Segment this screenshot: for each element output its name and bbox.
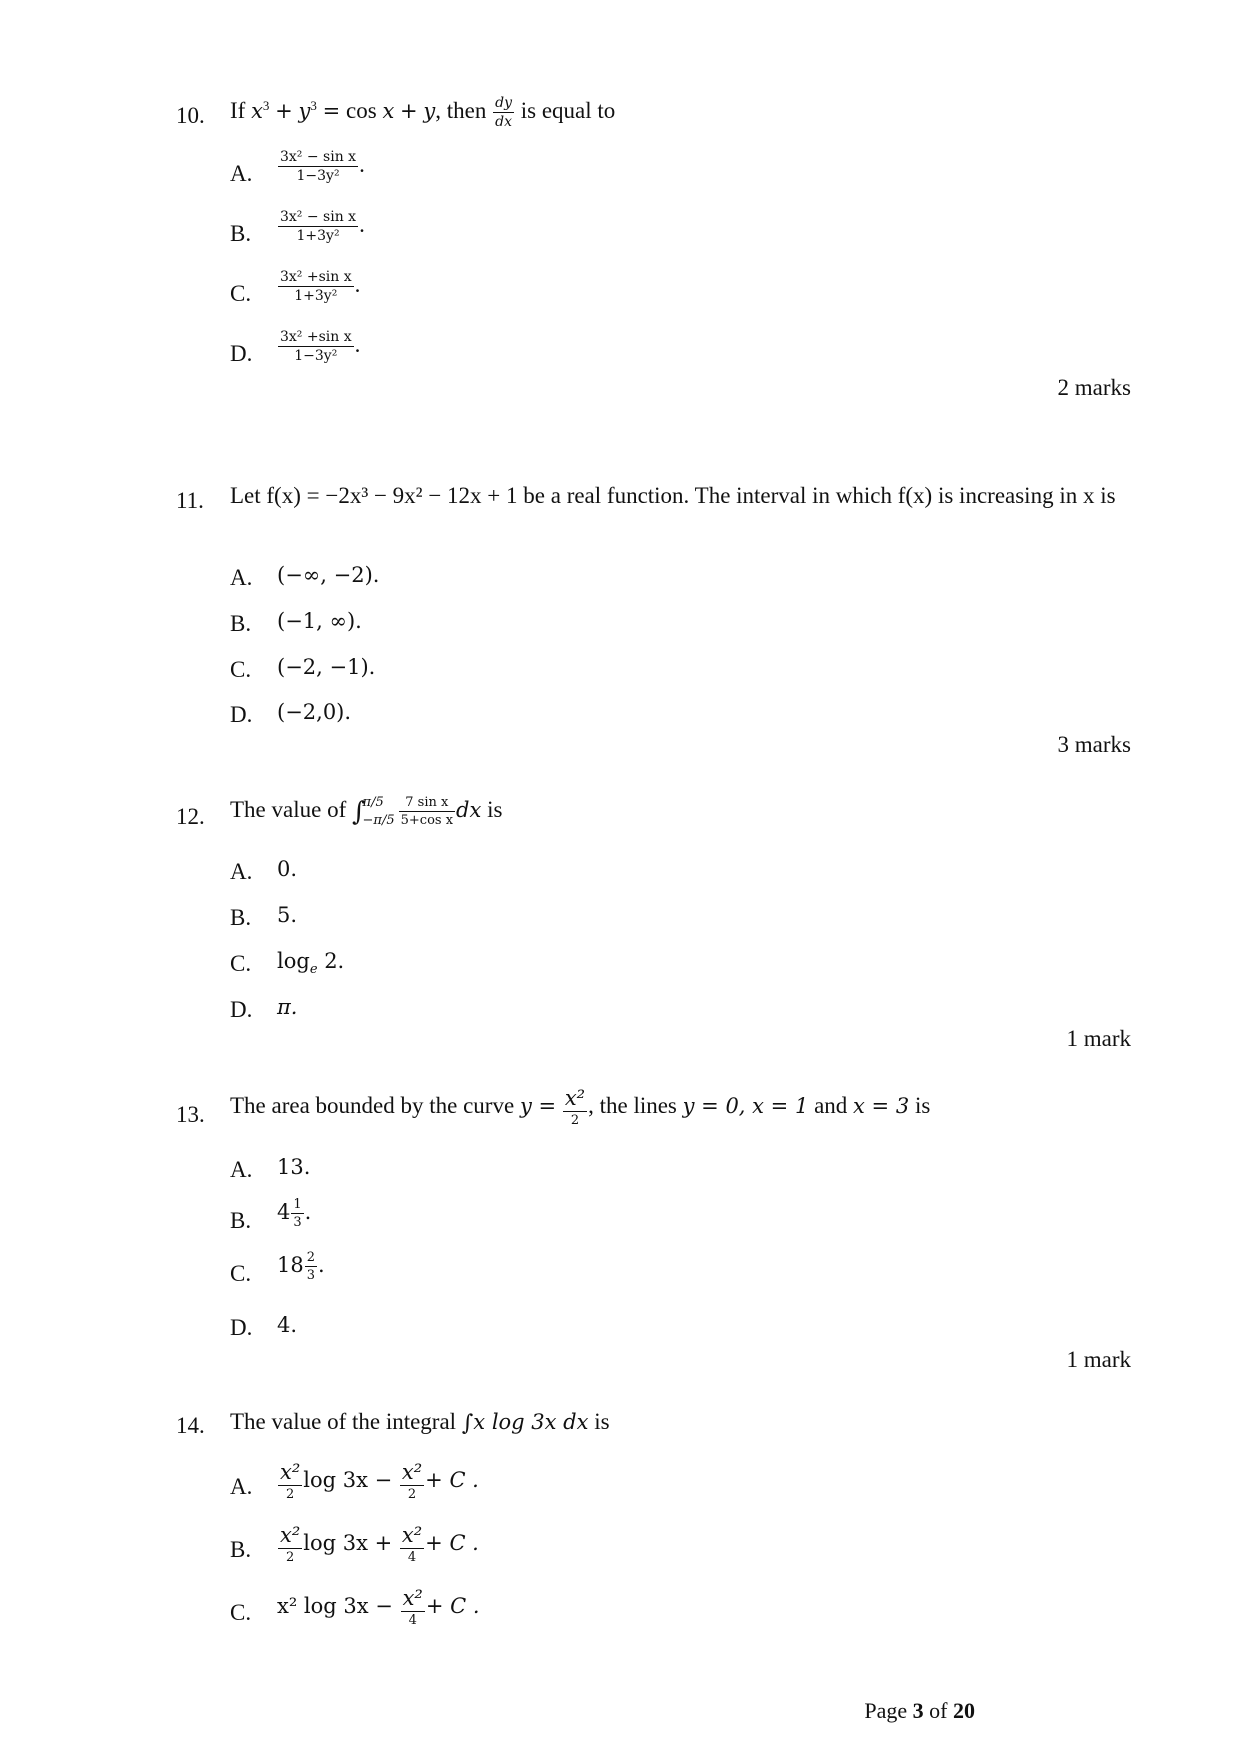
marks: 3 marks — [1057, 732, 1131, 757]
option-c-label: C. — [230, 281, 252, 306]
marks: 1 mark — [1066, 1347, 1131, 1372]
question-stem: The value of ∫ π/5 −π/5 $\frac{\text{7 sin x}}{\text{5+cos x}}$ dx is — [230, 795, 503, 829]
option-b: (−1, ∞). — [277, 609, 362, 633]
option-d: π. — [277, 995, 298, 1019]
question-stem: The area bounded by the curve y = x² 2 , the lines y = 0, x = 1 and x = 3 is — [230, 1086, 931, 1128]
option-c: 18 $\frac{2}{3}$ . — [277, 1250, 325, 1283]
option-a-label: A. — [230, 161, 253, 186]
option-c-label: C. — [230, 951, 252, 976]
question-number: 13. — [176, 1102, 205, 1127]
option-d-label: D. — [230, 702, 253, 727]
option-d-label: D. — [230, 1315, 253, 1340]
option-c: x² log 3x − x² 4 + C . — [277, 1586, 480, 1628]
question-number: 10. — [176, 103, 205, 128]
option-c: $\log_e 2$. — [277, 949, 345, 977]
option-a: 0. — [277, 857, 298, 881]
question-stem: Let f(x) = −2x³ − 9x² − 12x + 1 be a real function. The interval in which f(x) is increasing in x is — [230, 483, 1116, 508]
option-b-label: B. — [230, 1208, 252, 1233]
marks: 2 marks — [1057, 375, 1131, 400]
option-b-label: B. — [230, 905, 252, 930]
option-c-label: C. — [230, 1261, 252, 1286]
marks: 1 mark — [1066, 1026, 1131, 1051]
option-b-label: B. — [230, 611, 252, 636]
option-a-label: A. — [230, 1157, 253, 1182]
option-b-label: B. — [230, 221, 252, 246]
option-b: x² 2 log 3x + x² 4 + C . — [280, 1523, 479, 1565]
integral-sign: ∫ — [461, 1410, 474, 1436]
option-a-label: A. — [230, 565, 253, 590]
dy-dx-fraction: $\frac{dy}{dx}$ — [495, 95, 512, 130]
option-d: 4. — [277, 1313, 298, 1337]
option-a: $\frac{\text{3x² − sin x}}{\text{1−3y²}}$ . — [280, 149, 365, 184]
question-number: 14. — [176, 1413, 205, 1438]
option-a-label: A. — [230, 859, 253, 884]
option-a: x² 2 log 3x − x² 2 + C . — [280, 1460, 479, 1502]
option-b: 4 $\frac{1}{3}$ . — [277, 1197, 312, 1230]
option-d-label: D. — [230, 997, 253, 1022]
question-stem: If $x^3 + y^3 = \cos x + y$, then $\frac{dy}{dx}$ is equal to — [230, 95, 616, 130]
option-c: (−2, −1). — [277, 655, 376, 679]
option-a-label: A. — [230, 1474, 253, 1499]
option-c-label: C. — [230, 1600, 252, 1625]
question-stem: The value of the integral ∫x log 3x dx is — [230, 1409, 610, 1436]
option-c-label: C. — [230, 657, 252, 682]
option-c: $\frac{\text{3x² +sin x}}{\text{1+3y²}}$ . — [280, 269, 361, 304]
option-b: $\frac{\text{3x² − sin x}}{\text{1+3y²}}$ . — [280, 209, 365, 244]
option-a: 13. — [277, 1155, 311, 1179]
question-number: 12. — [176, 804, 205, 829]
option-d: (−2,0). — [277, 700, 352, 724]
option-b-label: B. — [230, 1537, 252, 1562]
option-d-label: D. — [230, 341, 253, 366]
option-b: 5. — [277, 903, 298, 927]
question-number: 11. — [176, 488, 204, 513]
integral-sign: ∫ — [351, 796, 366, 827]
page-number: Page 3 of 20 — [864, 1698, 975, 1723]
option-a: (−∞, −2). — [277, 563, 380, 587]
option-d: $\frac{\text{3x² +sin x}}{\text{1−3y²}}$ . — [280, 329, 361, 364]
